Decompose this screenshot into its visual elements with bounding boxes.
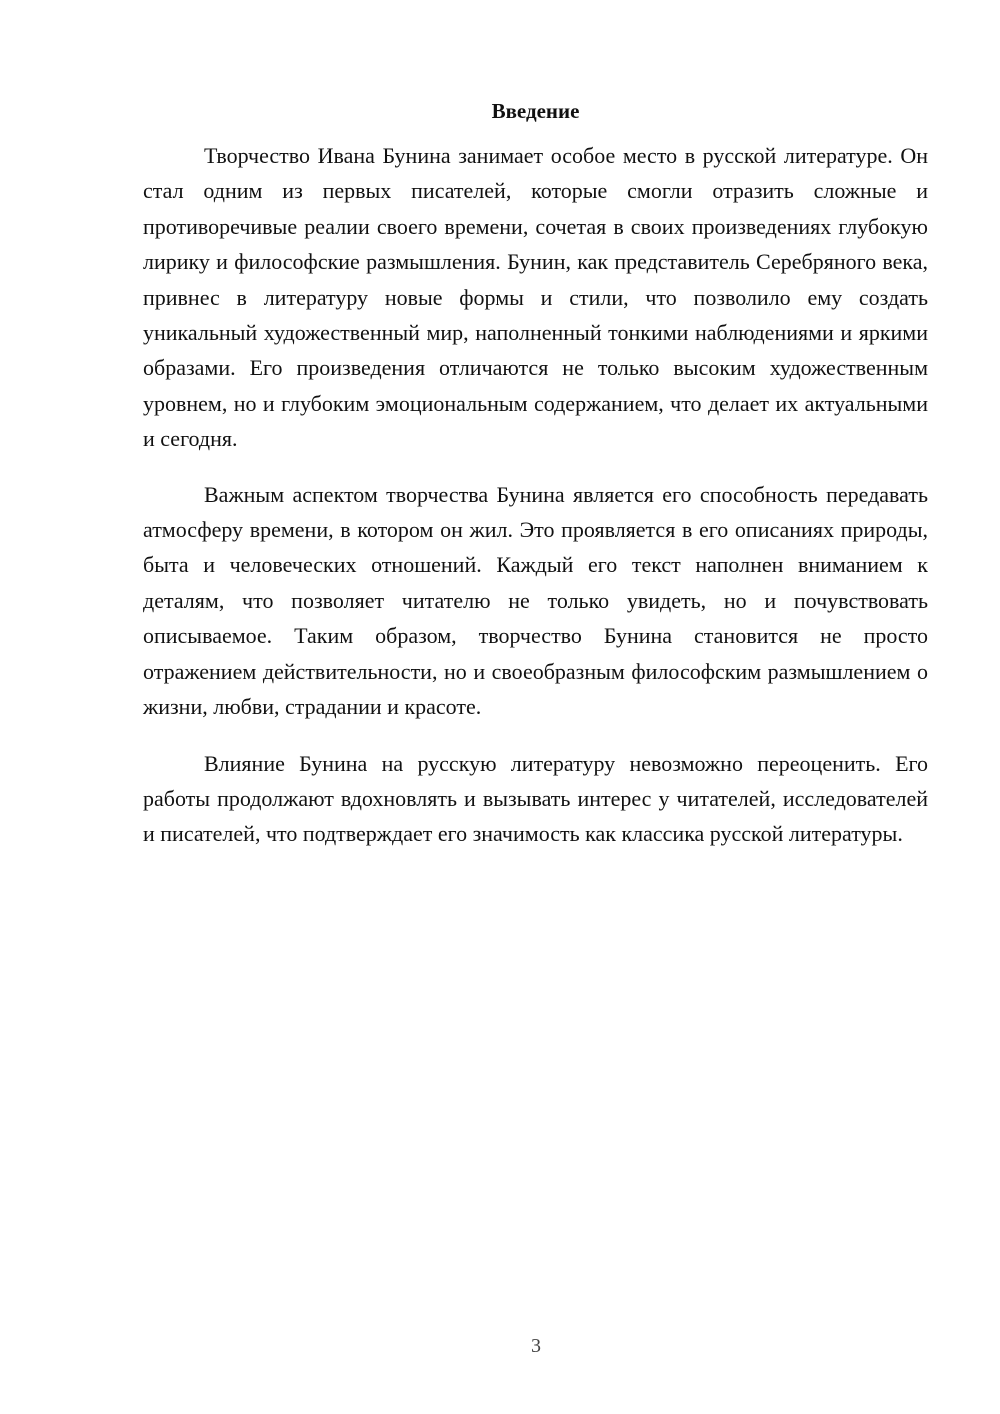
section-title: Введение [491,99,580,123]
paragraph-2: Важным аспектом творчества Бунина является его способность передавать атмосферу времени, в котором он жил. Это проявляется в его описаниях природы, быта и человеческих отношений. Каждый его текст наполнен вниманием к деталям, что позволяет читателю не только увидеть, но и почувствовать описываемое. Таким образом, творчество Бунина становится не просто отражением действительности, но и своеобразным философским размышлением о жизни, любви, страдании и красоте. [143,481,928,720]
page-content [143,96,928,852]
paragraph-3: Влияние Бунина на русскую литературу невозможно переоценить. Его работы продолжают вдохновлять и вызывать интерес у читателей, исследователей и писателей, что подтверждает его значимость как классика русской литературы. [143,750,928,847]
paragraph-1: Творчество Ивана Бунина занимает особое место в русской литературе. Он стал одним из первых писателей, которые смогли отразить сложные и противоречивые реалии своего времени, сочетая в своих произведениях глубокую лирику и философские размышления. Бунин, как представитель Серебряного века, привнес в литературу новые формы и стили, что позволило ему создать уникальный художественный мир, наполненный тонкими наблюдениями и яркими образами. Его произведения отличаются не только высоким художественным уровнем, но и глубоким эмоциональным содержанием, что делает их актуальными и сегодня. [143,143,928,452]
page-number: 3 [531,1335,541,1357]
